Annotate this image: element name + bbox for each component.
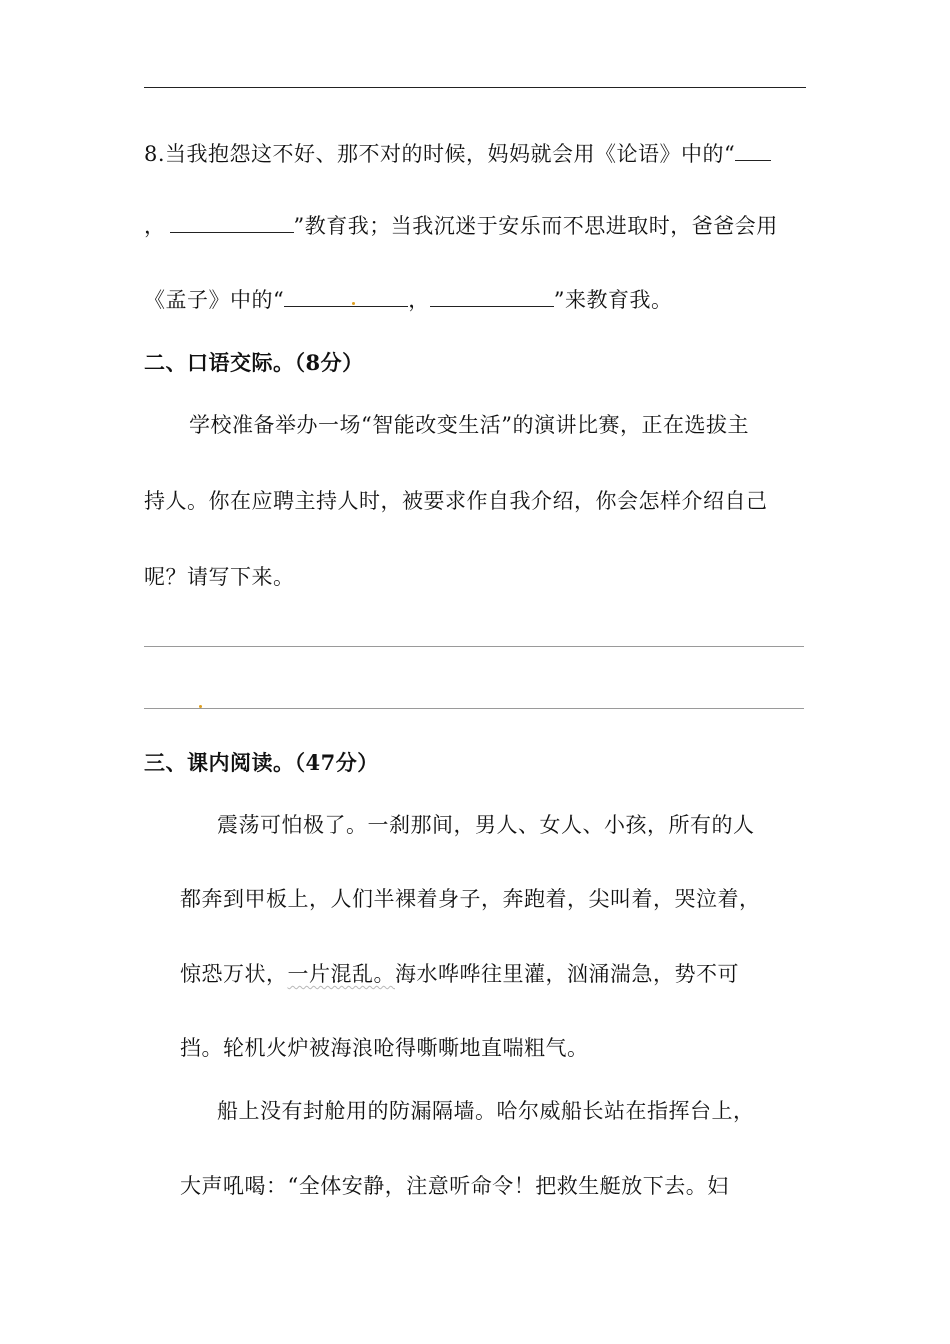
answer-blank-3[interactable]: [284, 286, 408, 307]
answer-blank-2[interactable]: [170, 212, 294, 233]
section-2-para-line-3: 呢？请写下来。: [144, 565, 295, 589]
section-3-p2-line-1: 船上没有封舱用的防漏隔墙。哈尔威船长站在指挥台上，: [217, 1099, 755, 1123]
section-3-p1-line-2: 都奔到甲板上，人们半裸着身子，奔跑着，尖叫着，哭泣着，: [180, 887, 761, 911]
section-3-p2-line-2: 大声吼喝：“全体安静，注意听命令！把救生艇放下去。妇: [180, 1174, 729, 1198]
section-2-para-line-1: 学校准备举办一场“智能改变生活”的演讲比赛，正在选拔主: [189, 413, 749, 437]
section-3-p1-line-3: 惊恐万状，一片混乱。海水哗哗往里灌，汹涌湍急，势不可: [180, 962, 739, 986]
section-3-p1-line-4: 挡。轮机火炉被海浪呛得嘶嘶地直喘粗气。: [180, 1036, 589, 1060]
section-3-heading: 三、课内阅读。（47分）: [144, 750, 379, 775]
mark-dot: [199, 705, 202, 708]
writing-line-2[interactable]: [144, 708, 804, 709]
q8-line-3: 《孟子》中的“ ， ”来教育我。: [144, 288, 673, 312]
header-rule: [144, 87, 806, 88]
mark-dot: [352, 302, 355, 305]
wavy-underlined-phrase: 一片混乱。: [287, 962, 395, 986]
section-2-para-line-2: 持人。你在应聘主持人时，被要求作自我介绍，你会怎样介绍自己: [144, 489, 768, 513]
q8-line-2: ， ”教育我；当我沉迷于安乐而不思进取时，爸爸会用: [144, 214, 778, 238]
answer-blank-4[interactable]: [430, 286, 554, 307]
section-3-p1-line-1: 震荡可怕极了。一刹那间，男人、女人、小孩，所有的人: [217, 813, 755, 837]
writing-line-1[interactable]: [144, 646, 804, 647]
answer-blank-1[interactable]: [735, 140, 771, 161]
section-2-heading: 二、口语交际。（8分）: [144, 350, 364, 375]
q8-line-1: 8.当我抱怨这不好、那不对的时候，妈妈就会用《论语》中的“: [144, 140, 771, 168]
